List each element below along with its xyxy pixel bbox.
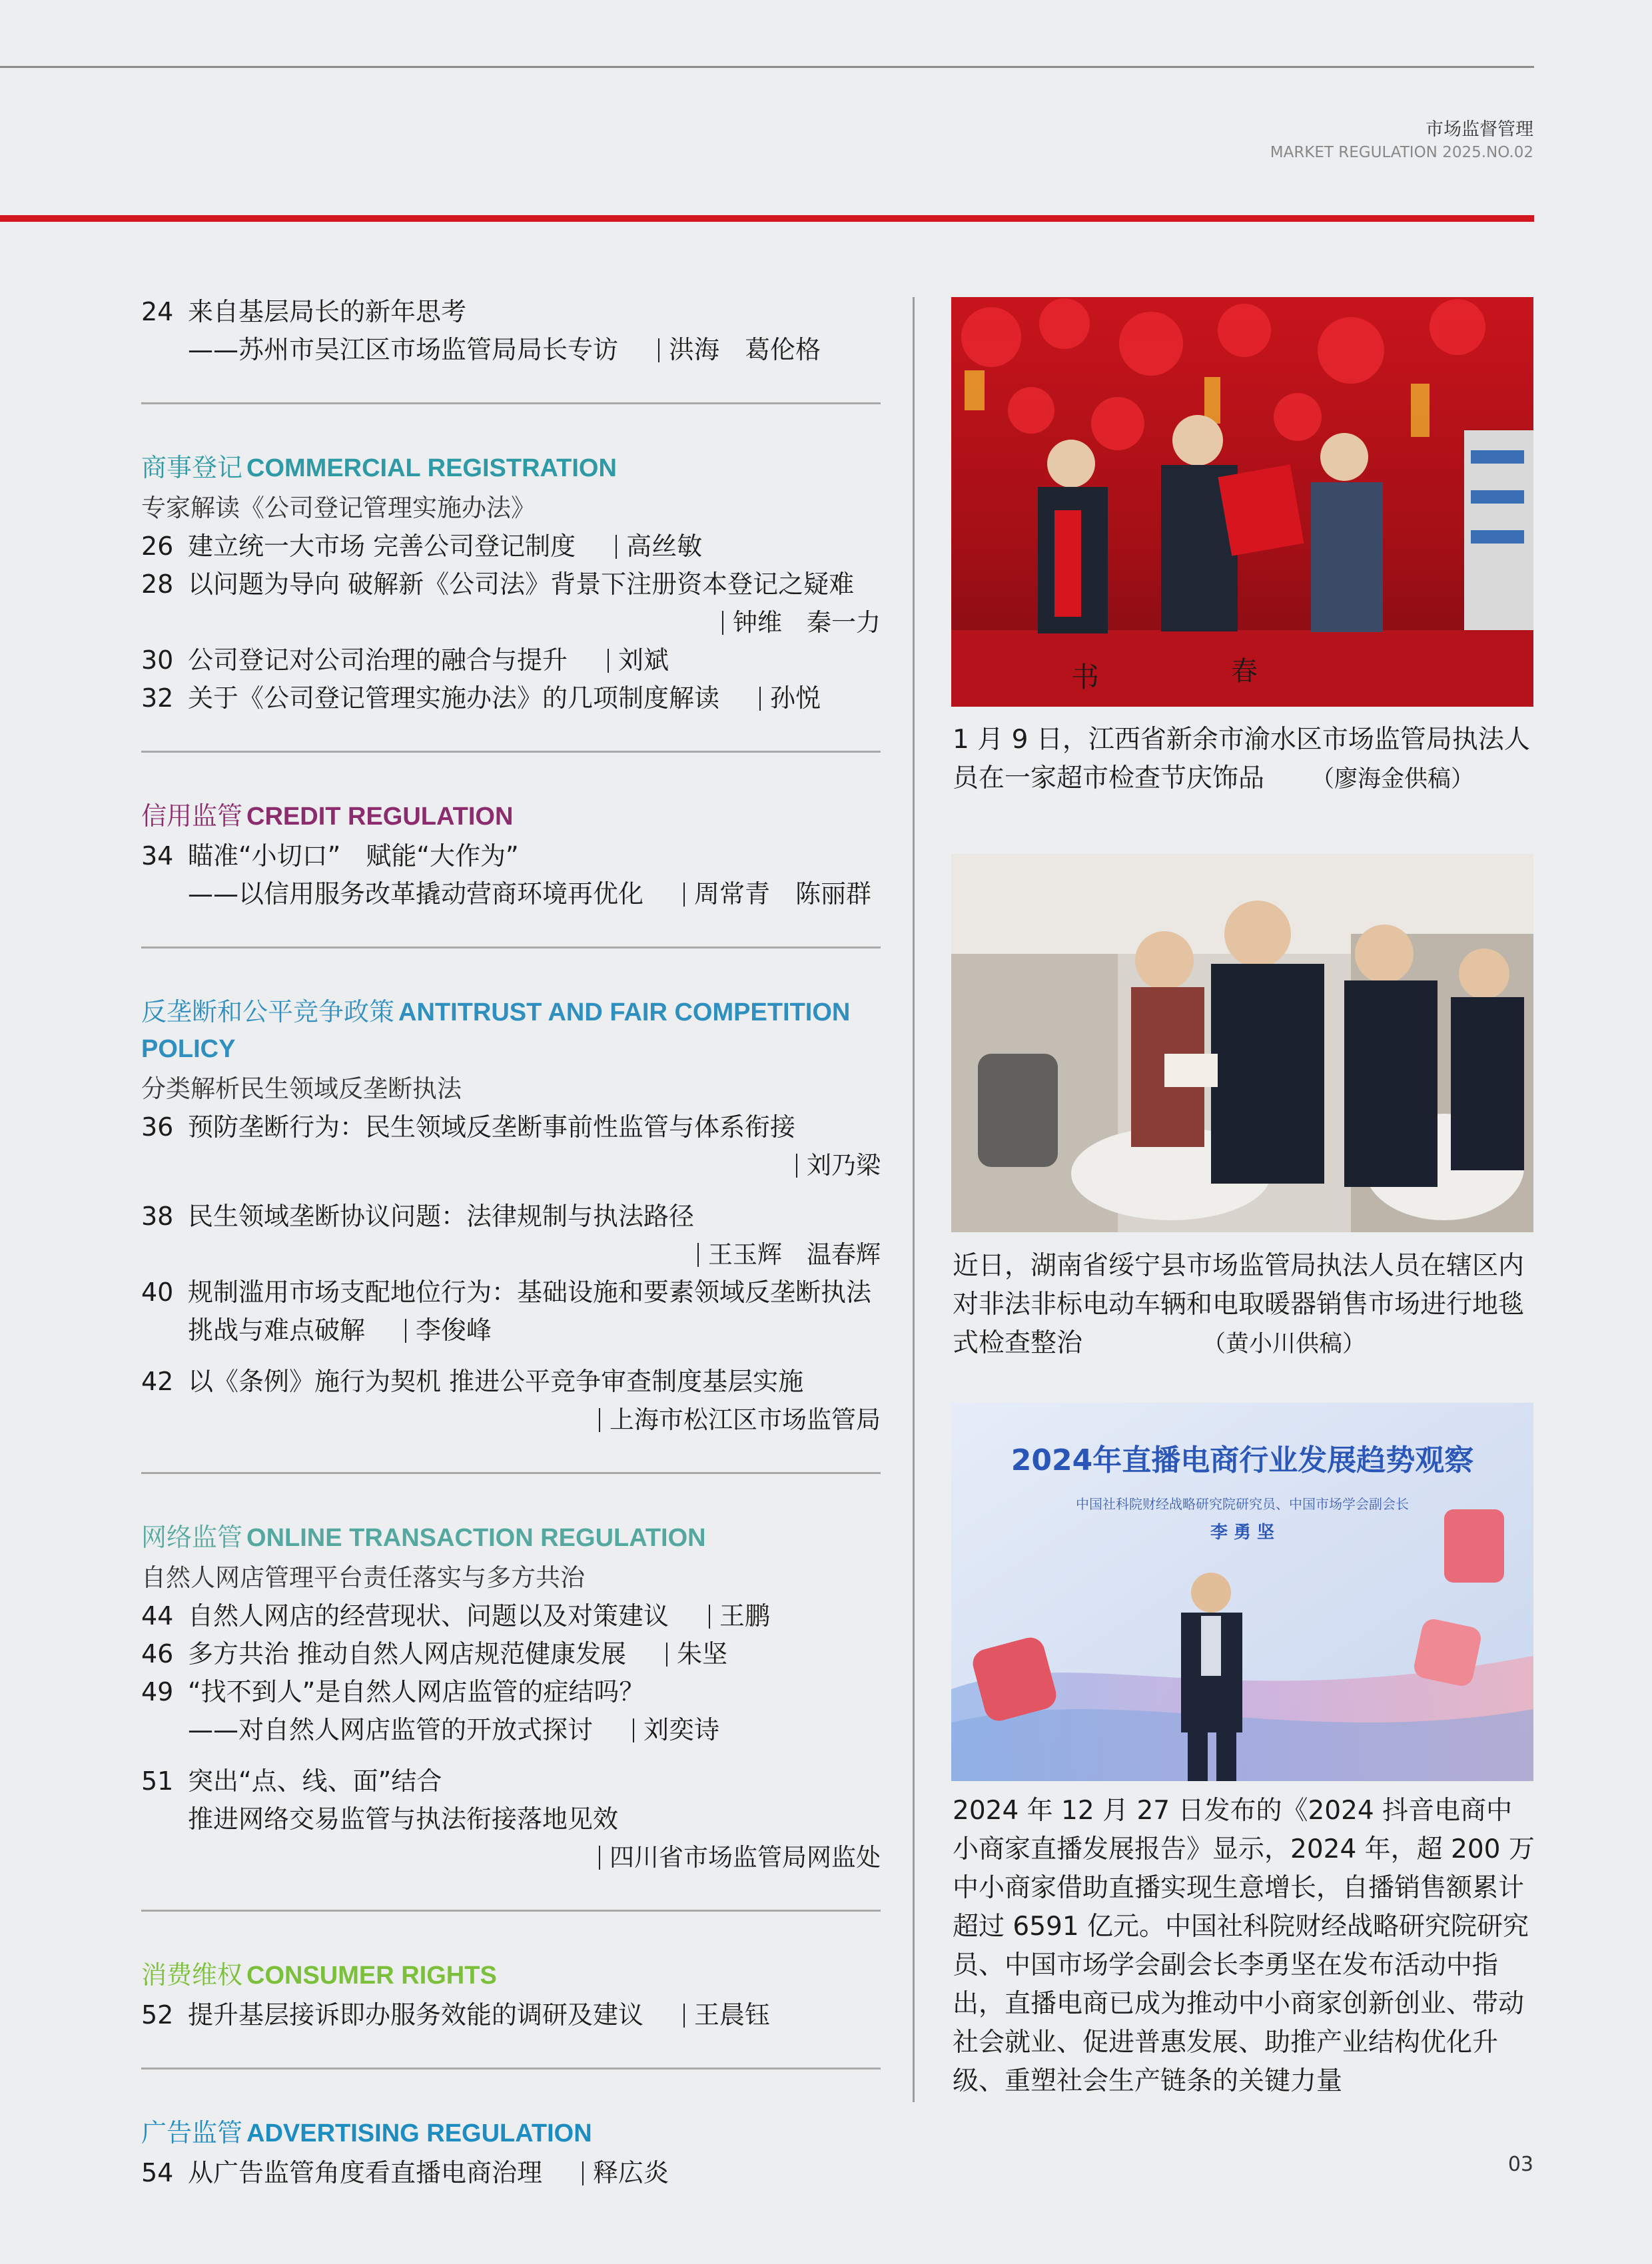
toc-section-online xyxy=(141,1513,881,1912)
article-title: 来自基层局长的新年思考 xyxy=(188,297,467,326)
toc-section-credit xyxy=(141,791,881,948)
toc-entry[interactable]: 52 提升基层接诉即办服务效能的调研及建议 王晨钰 xyxy=(141,2000,771,2030)
article-author: 刘乃梁 xyxy=(201,1146,881,1184)
article-title: 多方共治 推动自然人网店规范健康发展 xyxy=(188,1639,627,1669)
section-heading: 反垄断和公平竞争政策 ANTITRUST AND FAIR COMPETITION POLICY xyxy=(141,997,851,1063)
article-author: 钟维 秦一力 xyxy=(201,603,881,641)
toc-entry[interactable]: 44 自然人网店的经营现状、问题以及对策建议 王鹏 xyxy=(141,1601,771,1631)
article-author: 李俊峰 xyxy=(416,1316,492,1345)
photo-caption-1: 1 月 9 日，江西省新余市渝水区市场监管局执法人员在一家超市检查节庆饰品 （廖海金供稿） xyxy=(953,725,1530,793)
article-author: 释広炎 xyxy=(593,2158,669,2187)
toc-entry[interactable]: 34 瞄准“小切口” 赋能“大作为” xyxy=(141,837,881,875)
article-title: 瞄准“小切口” 赋能“大作为” xyxy=(188,841,519,871)
toc-entry[interactable]: 36 预防垄断行为：民生领域反垄断事前性监管与体系衔接 xyxy=(141,1108,881,1146)
toc-entry[interactable]: 49 “找不到人”是自然人网店监管的症结吗？ xyxy=(141,1673,881,1711)
svg-text:春: 春 xyxy=(1231,656,1258,687)
toc-section-antitrust xyxy=(141,987,881,1474)
article-title: 规制滥用市场支配地位行为：基础设施和要素领域反垄断执法 xyxy=(188,1278,872,1307)
article-author: 王鹏 xyxy=(719,1601,771,1631)
article-title-cont: 推进网络交易监管与执法衔接落地见效 xyxy=(188,1804,619,1834)
banner-speaker: 李 勇 坚 xyxy=(1210,1523,1275,1543)
photo-caption-2: 近日，湖南省绥宁县市场监管局执法人员在辖区内对非法非标电动车辆和电取暖器销售市场进行地毯式检查整治 （黄小川供稿） xyxy=(953,1251,1525,1358)
toc-entry-cont xyxy=(141,1312,881,1349)
article-title: 关于《公司登记管理实施办法》的几项制度解读 xyxy=(188,683,720,713)
section-subheading: 专家解读《公司登记管理实施办法》 xyxy=(141,494,536,522)
toc-entry[interactable]: 26 建立统一大市场 完善公司登记制度 高丝敏 xyxy=(141,532,703,561)
toc-entry[interactable]: 32 关于《公司登记管理实施办法》的几项制度解读 孙悦 xyxy=(141,683,821,713)
article-subtitle: ——对自然人网店监管的开放式探讨 xyxy=(188,1715,594,1744)
section-heading: 广告监管 ADVERTISING REGULATION xyxy=(141,2118,592,2147)
accent-rule xyxy=(0,215,1534,222)
article-subtitle: ——以信用服务改革撬动营商环境再优化 xyxy=(188,879,644,909)
page-number-footer: 03 xyxy=(1507,2153,1533,2176)
article-author: 四川省市场监管局网监处 xyxy=(201,1838,881,1876)
photo-caption-3: 2024 年 12 月 27 日发布的《2024 抖音电商中小商家直播发展报告》显示，2024 年，超 200 万中小商家借助直播实现生意增长，自播销售额累计超过 6591 亿元。中国社科院财经战略研究院研究员、中国市场学会副会长李勇坚在发布活动中指出，直播电商已成为推动中小商家创新创业、带动社会就业、促进普惠发展、助推产业结构优化升级、重塑社会生产链条的关键力量 xyxy=(953,1796,1535,2096)
page-number: 24 xyxy=(141,297,174,326)
article-author: 高丝敏 xyxy=(626,532,703,561)
banner-title: 2024年直播电商行业发展趋势观察 xyxy=(1011,1443,1474,1477)
section-heading: 网络监管 ONLINE TRANSACTION REGULATION xyxy=(141,1523,706,1552)
article-author: 朱坚 xyxy=(677,1639,728,1669)
article-title: 从广告监管角度看直播电商治理 xyxy=(188,2158,543,2187)
article-author: 刘奕诗 xyxy=(643,1715,720,1744)
toc-entry[interactable]: 46 多方共治 推动自然人网店规范健康发展 朱坚 xyxy=(141,1639,728,1669)
article-title: 预防垄断行为：民生领域反垄断事前性监管与体系衔接 xyxy=(188,1112,796,1142)
toc-entry[interactable]: 28 以问题为导向 破解新《公司法》背景下注册资本登记之疑难 xyxy=(141,566,881,603)
article-title: 提升基层接诉即办服务效能的调研及建议 xyxy=(188,2000,644,2030)
article-title: 以《条例》施行为契机 推进公平竞争审查制度基层实施 xyxy=(188,1367,804,1396)
section-heading: 信用监管 CREDIT REGULATION xyxy=(141,801,514,831)
svg-text:书: 书 xyxy=(1071,661,1100,693)
toc-entry[interactable]: 40 规制滥用市场支配地位行为：基础设施和要素领域反垄断执法 xyxy=(141,1274,881,1312)
article-title: “找不到人”是自然人网店监管的症结吗？ xyxy=(188,1677,645,1706)
article-subtitle: ——苏州市吴江区市场监管局局长专访 xyxy=(188,335,619,364)
article-title: 突出“点、线、面”结合 xyxy=(188,1766,442,1796)
article-author: 王玉辉 温春辉 xyxy=(201,1236,881,1274)
article-title: 民生领域垄断协议问题：法律规制与执法路径 xyxy=(188,1202,695,1231)
magazine-title: 市场监督管理 xyxy=(1426,119,1533,140)
top-rule xyxy=(0,66,1534,68)
toc-section-advertising xyxy=(141,2108,881,2225)
article-author: 上海市松江区市场监管局 xyxy=(201,1401,881,1439)
toc-entry[interactable]: 30 公司登记对公司治理的融合与提升 刘斌 xyxy=(141,645,669,675)
toc-entry-cont xyxy=(141,331,881,369)
toc-entry[interactable] xyxy=(141,293,881,331)
toc-section-consumer xyxy=(141,1950,881,2070)
photo-ev-inspection xyxy=(951,854,1533,1232)
article-author: 洪海 葛伦格 xyxy=(669,335,821,364)
article-title: 建立统一大市场 完善公司登记制度 xyxy=(188,532,576,561)
section-heading: 消费维权 CONSUMER RIGHTS xyxy=(141,1960,497,1990)
article-author: 王晨钰 xyxy=(694,2000,771,2030)
article-title: 公司登记对公司治理的融合与提升 xyxy=(188,645,568,675)
section-subheading: 分类解析民生领域反垄断执法 xyxy=(141,1074,462,1103)
article-author: 刘斌 xyxy=(618,645,669,675)
section-subheading: 自然人网店管理平台责任落实与多方共治 xyxy=(141,1563,585,1592)
photo-livestream-event xyxy=(951,1403,1533,1781)
toc-entry-cont xyxy=(141,875,881,913)
magazine-issue: MARKET REGULATION 2025.NO.02 xyxy=(1270,144,1533,161)
column-divider xyxy=(913,297,915,2102)
article-author: 孙悦 xyxy=(770,683,821,713)
toc-entry[interactable]: 42 以《条例》施行为契机 推进公平竞争审查制度基层实施 xyxy=(141,1363,881,1401)
toc-entry[interactable]: 54 从广告监管角度看直播电商治理 释広炎 xyxy=(141,2158,669,2187)
photo-credit: （廖海金供稿） xyxy=(1311,766,1475,793)
toc-section-commercial xyxy=(141,443,881,753)
toc-entry-cont xyxy=(141,1711,881,1749)
banner-subtitle: 中国社科院财经战略研究院研究员、中国市场学会副会长 xyxy=(1076,1496,1409,1512)
table-of-contents xyxy=(141,286,881,2264)
toc-entry[interactable]: 38 民生领域垄断协议问题：法律规制与执法路径 xyxy=(141,1198,881,1236)
toc-entry-cont xyxy=(141,1800,881,1838)
article-author: 周常青 陈丽群 xyxy=(694,879,872,909)
photo-credit: （黄小川供稿） xyxy=(1202,1331,1366,1357)
article-title-cont: 挑战与难点破解 xyxy=(188,1316,366,1345)
article-title: 以问题为导向 破解新《公司法》背景下注册资本登记之疑难 xyxy=(188,569,855,599)
toc-entry[interactable]: 51 突出“点、线、面”结合 xyxy=(141,1762,881,1800)
article-title: 自然人网店的经营现状、问题以及对策建议 xyxy=(188,1601,669,1631)
toc-section-intro xyxy=(141,286,881,404)
photo-supermarket-inspection xyxy=(951,297,1533,707)
section-heading: 商事登记 COMMERCIAL REGISTRATION xyxy=(141,453,617,482)
